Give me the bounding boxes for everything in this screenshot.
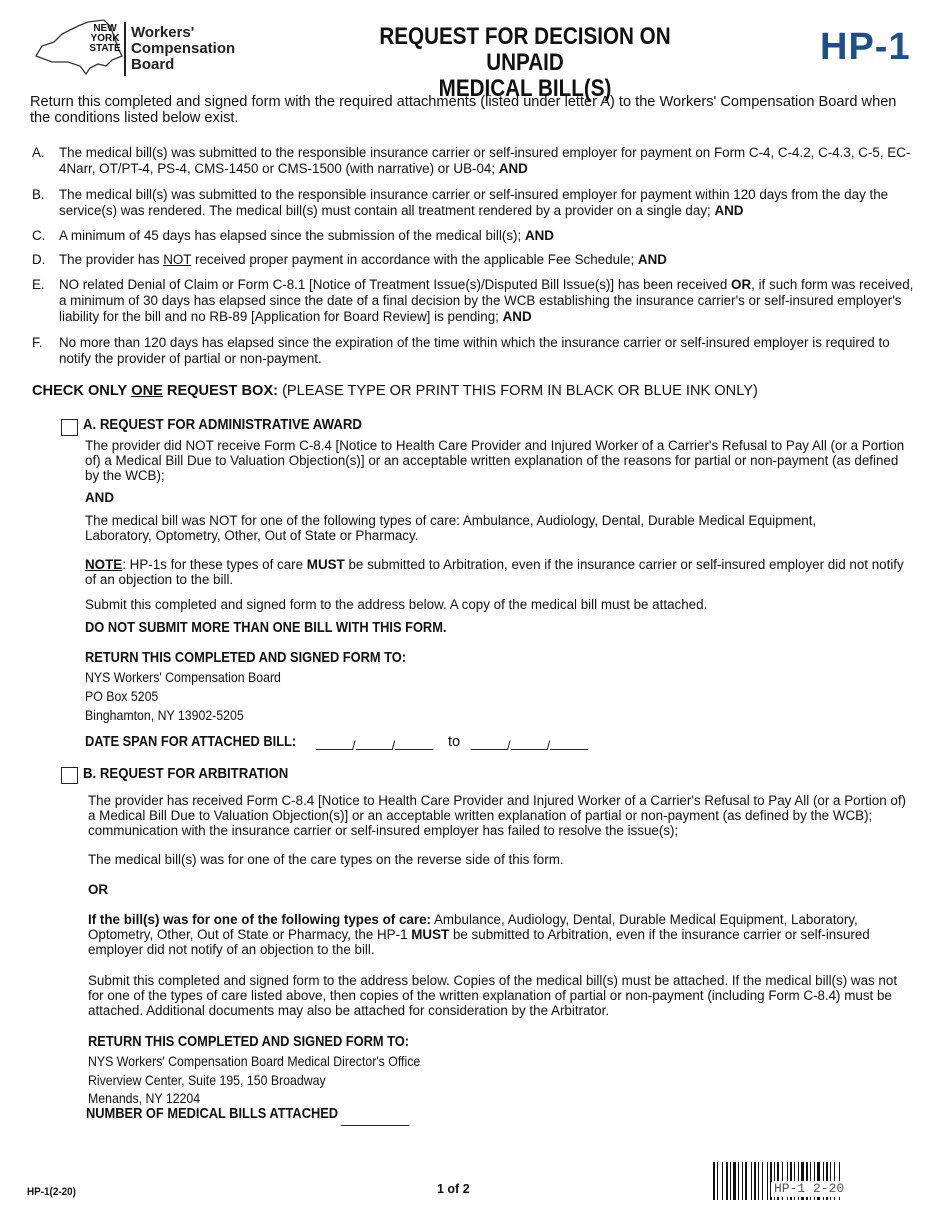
condition-letter: F. (32, 335, 43, 350)
end-year-field[interactable] (550, 737, 588, 750)
section-b-return-heading: RETURN THIS COMPLETED AND SIGNED FORM TO: (88, 1034, 410, 1050)
start-year-field[interactable] (395, 737, 433, 750)
start-month-field[interactable] (316, 737, 352, 750)
form-title-line-1: REQUEST FOR DECISION ON UNPAID (379, 23, 671, 76)
num-bills-field[interactable] (341, 1113, 409, 1126)
section-b-paragraph-2: The medical bill(s) was for one of the care types on the reverse side of this form. (88, 852, 564, 867)
end-month-field[interactable] (471, 737, 507, 750)
condition-and: AND (502, 309, 532, 324)
condition-c (32, 228, 917, 244)
condition-emphasis: NOT (163, 252, 192, 267)
section-b-paragraph-4: Submit this completed and signed form to the address below. Copies of the medical bill(s) must be attached. If the medical bill(s) was not for one of the types of care listed above, then copies of the written explanation of partial or non-payment (including Form C-8.4) must be attached. Additional documents may also be attached for consideration by the Arbitrator. (88, 973, 898, 1018)
form-id: HP-1 (820, 26, 911, 68)
check-only-instruction (32, 383, 758, 399)
section-a-heading: A. REQUEST FOR ADMINISTRATIVE AWARD (83, 416, 362, 433)
condition-text: The medical bill(s) was submitted to the responsible insurance carrier or self-insured employer for payment on Form C-4, C-4.2, C-4.3, C-5, EC-4Narr, OT/PT-4, PS-4, CMS-1450 or CMS-1500 (with narrative) or UB-04; (59, 145, 911, 176)
barcode-text: HP-1 2-20 (774, 1181, 845, 1196)
care-types-must: MUST (411, 927, 450, 942)
condition-and: AND (637, 252, 667, 267)
condition-text: received proper payment in accordance with the applicable Fee Schedule; (194, 252, 635, 267)
condition-letter: A. (32, 145, 45, 160)
num-bills-label: NUMBER OF MEDICAL BILLS ATTACHED (86, 1106, 339, 1122)
condition-text: No more than 120 days has elapsed since the expiration of the time within which the insurance carrier or self-insured employer is required to notify the provider of partial or non-payment. (59, 335, 890, 366)
condition-text: The medical bill(s) was submitted to the responsible insurance carrier or self-insured employer for payment within 120 days from the day the service(s) was rendered. The medical bill(s) must contain all treatment rendered by a provider on a single day; (59, 187, 889, 218)
form-title-line-2: MEDICAL BILL(S) (438, 75, 612, 102)
check-only-one: ONE (131, 383, 163, 399)
date-span-end[interactable]: / / (471, 737, 588, 753)
section-a-return-heading: RETURN THIS COMPLETED AND SIGNED FORM TO: (85, 650, 407, 666)
start-day-field[interactable] (356, 737, 392, 750)
condition-f (32, 335, 917, 367)
condition-and: AND (714, 203, 744, 218)
form-title (340, 24, 710, 102)
logo-line: Board (131, 56, 175, 73)
condition-or: OR (731, 277, 752, 292)
condition-a (32, 145, 917, 177)
end-day-field[interactable] (511, 737, 547, 750)
section-b-address-line: NYS Workers' Compensation Board Medical Director's Office (88, 1053, 421, 1069)
condition-e (32, 277, 917, 325)
section-b-address-line: Riverview Center, Suite 195, 150 Broadway (88, 1072, 326, 1088)
one-bill-warning: DO NOT SUBMIT MORE THAN ONE BILL WITH THIS FORM. (85, 620, 447, 636)
intro-text: Return this completed and signed form with the required attachments (listed under letter A) to the Workers' Compensation Board when the conditions listed below exist. (30, 94, 897, 126)
administrative-award-checkbox[interactable] (61, 419, 78, 436)
condition-text: NO related Denial of Claim or Form C-8.1 [Notice of Treatment Issue(s)/Disputed Bill Issue(s)] has been received (59, 277, 728, 292)
page-number: 1 of 2 (437, 1182, 470, 1196)
check-only-label-end: REQUEST BOX: (166, 383, 278, 399)
condition-letter: D. (32, 252, 46, 267)
section-a-paragraph-2: The medical bill was NOT for one of the following types of care: Ambulance, Audiology, Dental, Durable Medical Equipment, Laboratory, Optometry, Other, Out of State or Pharmacy. (85, 513, 817, 543)
condition-letter: E. (32, 277, 45, 292)
condition-b (32, 187, 917, 219)
logo-wordmark (131, 25, 235, 73)
section-a-address-line: NYS Workers' Compensation Board (85, 669, 281, 685)
date-span-to: to (448, 734, 461, 750)
section-a-and: AND (85, 490, 115, 505)
condition-text: A minimum of 45 days has elapsed since the submission of the medical bill(s); (59, 228, 522, 243)
section-b-heading: B. REQUEST FOR ARBITRATION (83, 765, 289, 782)
care-types-lead: If the bill(s) was for one of the following types of care: (88, 912, 431, 927)
condition-letter: B. (32, 187, 45, 202)
condition-d (32, 252, 917, 268)
logo-divider (124, 22, 126, 76)
condition-and: AND (498, 161, 528, 176)
section-b-address-line: Menands, NY 12204 (88, 1090, 201, 1106)
logo-line: Workers' (131, 24, 195, 41)
logo-state-label: NEW YORK STATE (89, 23, 121, 54)
note-must: MUST (306, 557, 345, 572)
condition-and: AND (524, 228, 554, 243)
section-b-or: OR (88, 882, 109, 897)
note-text: : HP-1s for these types of care (122, 557, 304, 572)
condition-text: The provider has (59, 252, 160, 267)
check-only-label: CHECK ONLY (32, 383, 128, 399)
date-span-label: DATE SPAN FOR ATTACHED BILL: (85, 734, 297, 750)
logo-line: Compensation (131, 40, 236, 57)
note-text: be submitted to Arbitration, even if the insurance carrier or self-insured employer did not notify of an objection to the bill. (85, 557, 904, 587)
condition-text: , if such form was received, a minimum of 30 days has elapsed since the date of a final decision by the WCB establishing the insurance carrier's or self-insured employer's liability for the bill and no RB-89 [Application for Board Review] is pending; (59, 277, 914, 324)
condition-letter: C. (32, 228, 46, 243)
section-a-paragraph-1: The provider did NOT receive Form C-8.4 [Notice to Health Care Provider and Injured Worker of a Carrier's Refusal to Pay All (or a Portion of) a Medical Bill Due to Valuation Objection(s)] or an acceptable written explanation of the reasons for partial or non-payment (as defined by the WCB); (85, 438, 905, 483)
care-types-text-end: be submitted to Arbitration, even if the insurance carrier or self-insured employer did not notify of an objection to the bill. (88, 927, 870, 957)
note-label: NOTE (85, 557, 123, 572)
section-a-address-line: Binghamton, NY 13902-5205 (85, 707, 244, 723)
section-b-paragraph-1: The provider has received Form C-8.4 [Notice to Health Care Provider and Injured Worker of a Carrier's Refusal to Pay All (or a Portion of) a Medical Bill Due to Valuation Objection(s)] or an acceptable written explanation of partial or non-payment (as defined by the WCB); communication with the insurance carrier or self-insured employer has failed to resolve the issue(s); (88, 793, 906, 838)
arbitration-checkbox[interactable] (61, 767, 78, 784)
section-a-note (85, 557, 915, 587)
care-types-text: Ambulance, Audiology, Dental, Durable Medical Equipment, Laboratory, Optometry, Other, Out of State or Pharmacy, the HP-1 (88, 912, 858, 942)
date-span-start[interactable]: / / (316, 737, 433, 753)
section-b-paragraph-3 (88, 912, 913, 957)
form-code: HP-1(2-20) (27, 1186, 76, 1198)
ink-note: (PLEASE TYPE OR PRINT THIS FORM IN BLACK OR BLUE INK ONLY) (282, 383, 758, 399)
section-a-paragraph-3: Submit this completed and signed form to the address below. A copy of the medical bill must be attached. (85, 597, 708, 612)
section-a-address-line: PO Box 5205 (85, 688, 159, 704)
